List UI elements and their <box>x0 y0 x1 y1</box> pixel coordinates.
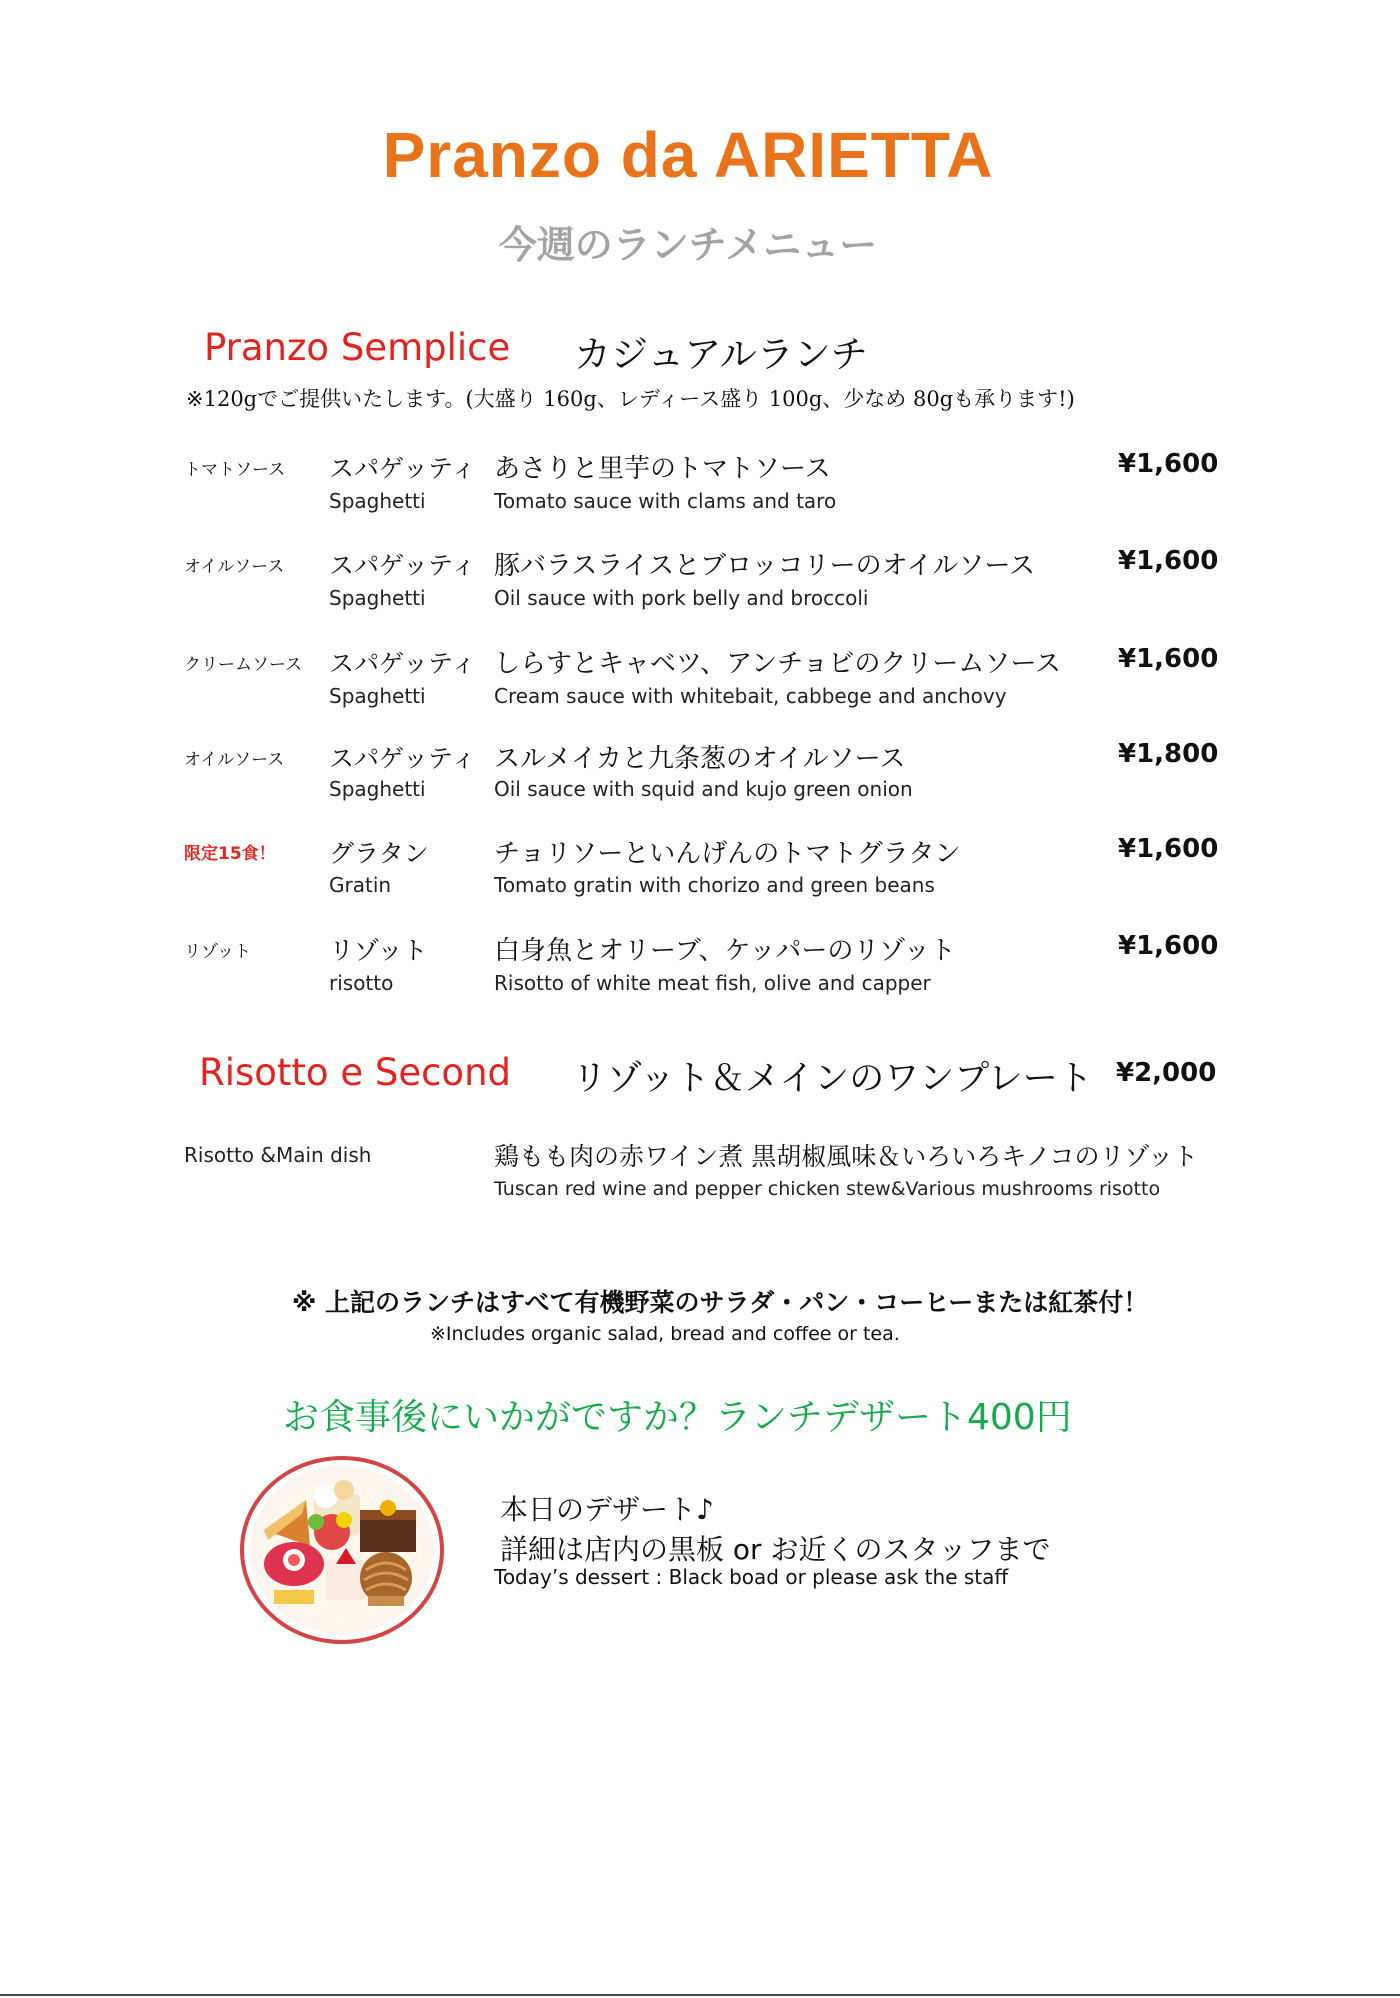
item-name-jp: あさりと里芋のトマトソース <box>494 454 831 484</box>
portion-note: ※120gでご提供いたします。(大盛り 160g、レディース盛り 100g、少なめ 80gも承ります!) <box>186 387 1075 411</box>
includes-note-jp: ※ 上記のランチはすべて有機野菜のサラダ・パン・コーヒーまたは紅茶付！ <box>292 1288 1149 1317</box>
dessert-cakes-icon <box>244 1460 440 1640</box>
item-category: オイルソース <box>184 750 285 770</box>
item-name-en: Oil sauce with pork belly and broccoli <box>494 586 869 610</box>
item-name-jp: 豚バラスライスとブロッコリーのオイルソース <box>494 551 1036 581</box>
page-subtitle: 今週のランチメニュー <box>498 223 878 267</box>
item-type-jp: グラタン <box>329 839 429 868</box>
item-type-en: risotto <box>329 971 394 995</box>
item-price: ¥1,800 <box>1118 739 1219 769</box>
item-type-jp: スパゲッティ <box>329 744 477 773</box>
item-category: オイルソース <box>184 557 285 577</box>
item-type-jp: スパゲッティ <box>329 551 477 580</box>
section-title-italian: Pranzo Semplice <box>204 326 511 369</box>
item-type-en: Spaghetti <box>329 684 426 708</box>
item-category: リゾット <box>184 942 251 962</box>
section2-dish-en: Tuscan red wine and pepper chicken stew&Various mushrooms risotto <box>494 1178 1161 1200</box>
item-name-en: Oil sauce with squid and kujo green onion <box>494 777 913 801</box>
item-type-en: Gratin <box>329 873 392 897</box>
dessert-english: Today’s dessert : Black boad or please ask the staff <box>494 1565 1009 1589</box>
item-name-jp: チョリソーといんげんのトマトグラタン <box>494 839 961 869</box>
section2-category: Risotto &Main dish <box>184 1143 372 1167</box>
item-category-limited: 限定15食！ <box>184 844 276 864</box>
item-type-en: Spaghetti <box>329 586 426 610</box>
item-name-en: Risotto of white meat fish, olive and capper <box>494 971 931 995</box>
section2-title-japanese: リゾット＆メインのワンプレート <box>572 1059 1093 1099</box>
section2-title-italian: Risotto e Second <box>199 1051 512 1094</box>
item-name-en: Cream sauce with whitebait, cabbege and anchovy <box>494 684 1007 708</box>
item-price: ¥1,600 <box>1118 449 1219 479</box>
dessert-headline: お食事後にいかがですか？ランチデザート400円 <box>283 1397 1072 1438</box>
item-price: ¥1,600 <box>1118 546 1219 576</box>
item-type-jp: リゾット <box>329 936 428 965</box>
item-type-jp: スパゲッティ <box>329 454 477 483</box>
item-category: トマトソース <box>184 460 286 480</box>
page-bottom-edge <box>0 1994 1400 1996</box>
item-type-en: Spaghetti <box>329 777 426 801</box>
section2-dish-jp: 鶏もも肉の赤ワイン煮 黒胡椒風味＆いろいろキノコのリゾット <box>494 1142 1198 1171</box>
dessert-today: 本日のデザート♪ <box>500 1493 714 1526</box>
item-price: ¥1,600 <box>1118 644 1219 674</box>
page-title: Pranzo da ARIETTA <box>382 119 994 191</box>
item-price: ¥1,600 <box>1118 834 1219 864</box>
item-category: クリームソース <box>184 655 303 675</box>
item-name-jp: しらすとキャベツ、アンチョビのクリームソース <box>494 649 1062 679</box>
item-name-en: Tomato sauce with clams and taro <box>494 489 837 513</box>
item-type-jp: スパゲッティ <box>329 649 477 678</box>
item-name-jp: 白身魚とオリーブ、ケッパーのリゾット <box>494 936 956 966</box>
item-name-jp: スルメイカと九条葱のオイルソース <box>494 744 906 774</box>
includes-note-en: ※Includes organic salad, bread and coffee or tea. <box>430 1323 900 1345</box>
dessert-details: 詳細は店内の黒板 or お近くのスタッフまで <box>500 1533 1051 1566</box>
item-type-en: Spaghetti <box>329 489 426 513</box>
item-name-en: Tomato gratin with chorizo and green beans <box>494 873 935 897</box>
section-title-japanese: カジュアルランチ <box>574 333 868 376</box>
dessert-plate-image <box>240 1456 444 1644</box>
item-price: ¥1,600 <box>1118 931 1219 961</box>
section2-price: ¥2,000 <box>1116 1058 1217 1088</box>
